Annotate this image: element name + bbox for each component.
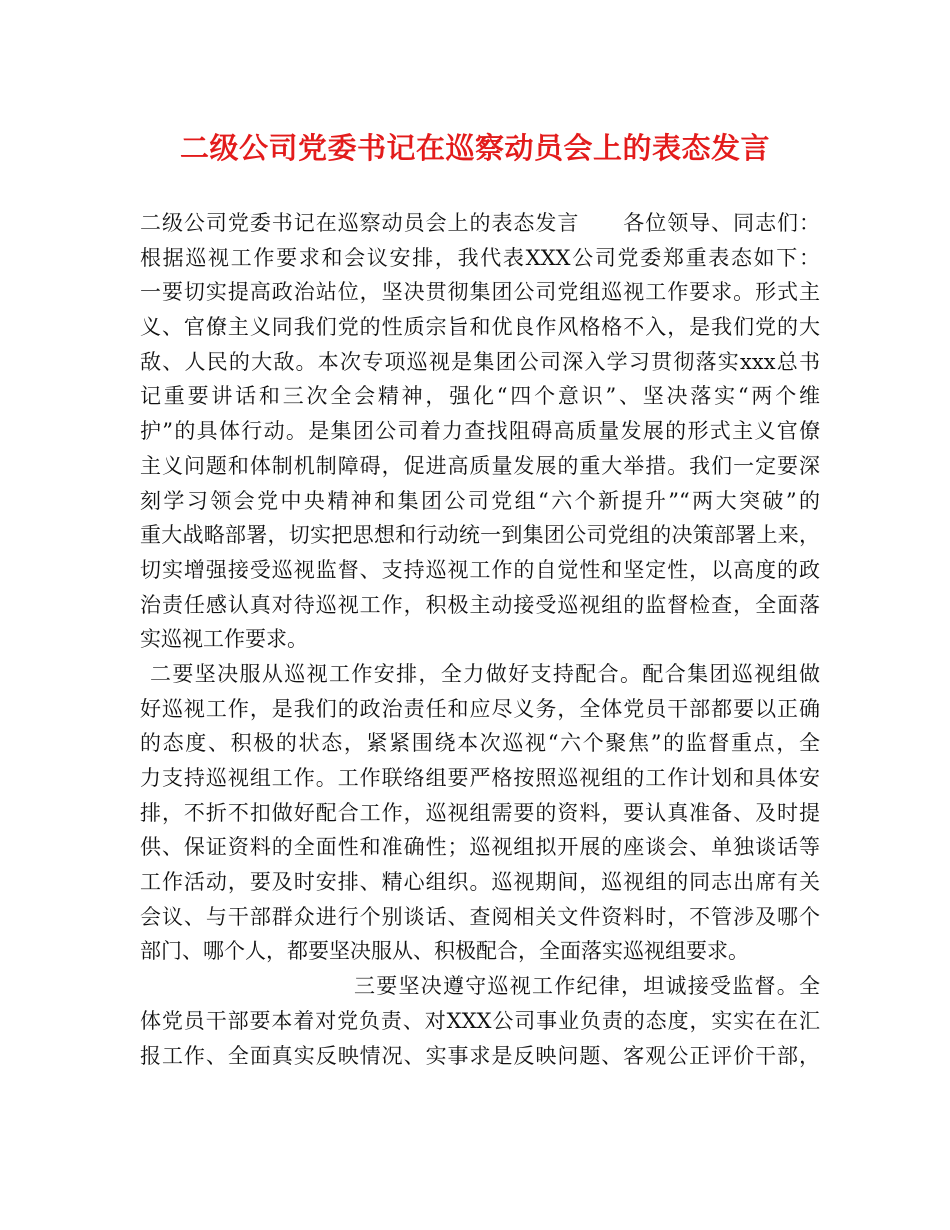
body-line: 报工作、全面真实反映情况、实事求是反映问题、客观公正评价干部， bbox=[140, 1043, 820, 1068]
body-line: 刻学习领会党中央精神和集团公司党组“六个新提升”“两大突破”的 bbox=[140, 488, 820, 513]
body-line: 记重要讲话和三次全会精神，强化“四个意识”、坚决落实“两个维 bbox=[140, 384, 820, 409]
body-line: 排，不折不扣做好配合工作，巡视组需要的资料，要认真准备、及时提 bbox=[140, 800, 820, 825]
document-body bbox=[140, 206, 820, 1073]
document-title: 二级公司党委书记在巡察动员会上的表态发言 bbox=[179, 131, 770, 165]
body-line: 根据巡视工作要求和会议安排，我代表XXX公司党委郑重表态如下： bbox=[140, 245, 820, 270]
body-line: 力支持巡视组工作。工作联络组要严格按照巡视组的工作计划和具体安 bbox=[140, 766, 820, 790]
body-line: 的态度、积极的状态，紧紧围绕本次巡视“六个聚焦”的监督重点，全 bbox=[140, 731, 820, 756]
body-line: 供、保证资料的全面性和准确性；巡视组拟开展的座谈会、单独谈话等 bbox=[140, 835, 820, 860]
body-line: 切实增强接受巡视监督、支持巡视工作的自觉性和坚定性，以高度的政 bbox=[140, 557, 820, 582]
body-line: 重大战略部署，切实把思想和行动统一到集团公司党组的决策部署上来， bbox=[140, 523, 820, 548]
body-line: 实巡视工作要求。 bbox=[140, 627, 308, 652]
body-line: 好巡视工作，是我们的政治责任和应尽义务，全体党员干部都要以正确 bbox=[140, 696, 820, 721]
body-line: 体党员干部要本着对党负责、对XXX公司事业负责的态度，实实在在汇 bbox=[140, 1008, 820, 1033]
body-line: 敌、人民的大敌。本次专项巡视是集团公司深入学习贯彻落实xxx总书 bbox=[140, 349, 820, 374]
body-line: 一要切实提高政治站位，坚决贯彻集团公司党组巡视工作要求。形式主 bbox=[140, 280, 820, 305]
body-line: 会议、与干部群众进行个别谈话、查阅相关文件资料时，不管涉及哪个 bbox=[140, 904, 820, 929]
body-line: 主义问题和体制机制障碍，促进高质量发展的重大举措。我们一定要深 bbox=[140, 453, 820, 478]
body-line: 二要坚决服从巡视工作安排，全力做好支持配合。配合集团巡视组做 bbox=[150, 661, 820, 686]
body-line: 二级公司党委书记在巡察动员会上的表态发言 各位领导、同志们： bbox=[140, 211, 820, 235]
body-line: 护”的具体行动。是集团公司着力查找阻碍高质量发展的形式主义官僚 bbox=[140, 419, 820, 444]
body-line: 工作活动，要及时安排、精心组织。巡视期间，巡视组的同志出席有关 bbox=[140, 870, 820, 895]
body-line: 三要坚决遵守巡视工作纪律，坦诚接受监督。全 bbox=[354, 974, 820, 999]
body-line: 义、官僚主义同我们党的性质宗旨和优良作风格格不入，是我们党的大 bbox=[140, 315, 820, 340]
body-line: 部门、哪个人，都要坚决服从、积极配合，全面落实巡视组要求。 bbox=[140, 939, 749, 964]
body-line: 治责任感认真对待巡视工作，积极主动接受巡视组的监督检查，全面落 bbox=[140, 592, 820, 617]
